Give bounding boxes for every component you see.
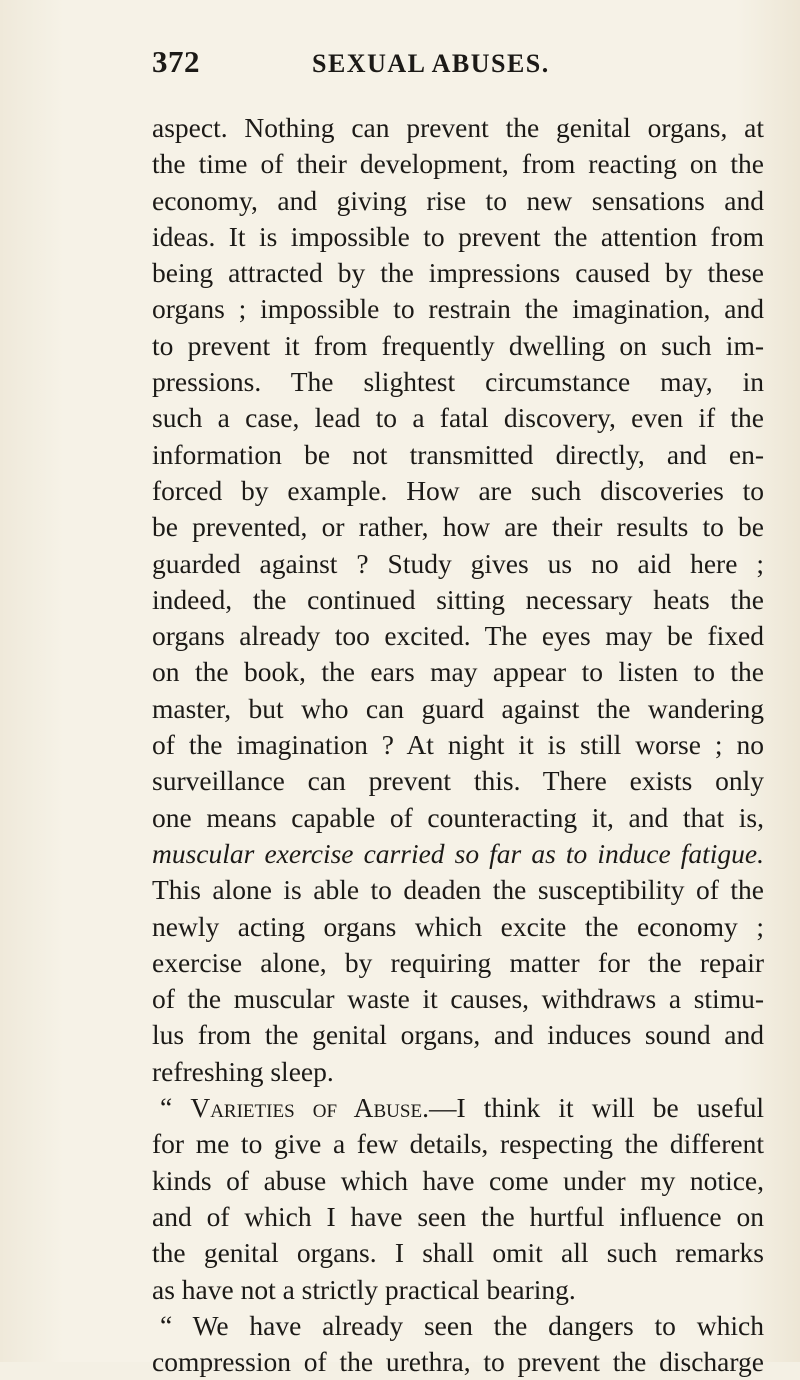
text-line: lus from the genital organs, and induces sound and — [152, 1019, 764, 1051]
text-line: guarded against ? Study gives us no aid here ; — [152, 547, 764, 579]
text-line: economy, and giving rise to new sensations and — [152, 184, 764, 216]
text-line: be prevented, or rather, how are their results to be — [152, 511, 764, 543]
text-line: information be not transmitted directly, and en- — [152, 438, 764, 470]
section-text: —I think it will be useful — [428, 1092, 764, 1124]
section-heading-line — [152, 1090, 764, 1126]
running-head: SEXUAL ABUSES. — [312, 49, 550, 78]
text-line: one means capable of counteracting it, and that is, — [152, 801, 764, 833]
text-line: and of which I have seen the hurtful influence on — [152, 1200, 764, 1232]
text-line: aspect. Nothing can prevent the genital organs, at — [152, 112, 764, 143]
text-line: for me to give a few details, respecting the different — [152, 1128, 764, 1160]
text-line: newly acting organs which excite the economy ; — [152, 910, 764, 942]
text-line: ideas. It is impossible to prevent the attention from — [152, 220, 764, 252]
text-line: being attracted by the impressions caused by these — [152, 257, 764, 289]
text-line: the genital organs. I shall omit all such remarks — [152, 1237, 764, 1269]
text-line: of the muscular waste it causes, withdraws a stimu- — [152, 983, 764, 1015]
text-line: organs already too excited. The eyes may be fixed — [152, 620, 764, 652]
page-header — [152, 44, 752, 84]
text-line: indeed, the continued sitting necessary heats the — [152, 583, 764, 615]
body-text — [152, 110, 764, 1380]
section-heading: Varieties of Abuse. — [190, 1092, 429, 1124]
text-line: organs ; impossible to restrain the imagination, and — [152, 293, 764, 325]
text-line: of the imagination ? At night it is still worse ; no — [152, 729, 764, 761]
text-line: on the book, the ears may appear to listen to the — [152, 656, 764, 688]
text-line: kinds of abuse which have come under my notice, — [152, 1164, 764, 1196]
open-quote: “ — [160, 1092, 191, 1124]
text-line: surveillance can prevent this. There exists only — [152, 765, 764, 797]
text-line: to prevent it from frequently dwelling on such im- — [152, 329, 764, 361]
text-line: This alone is able to deaden the susceptibility of the — [152, 874, 764, 906]
text-line-italic — [152, 836, 764, 872]
italic-emphasis: muscular exercise carried so far as to induce fatigue. — [152, 837, 764, 869]
text-line: master, but who can guard against the wandering — [152, 692, 764, 724]
paragraph-end-line: as have not a strictly practical bearing. — [152, 1273, 576, 1305]
text-line: compression of the urethra, to prevent the discharge — [152, 1346, 764, 1378]
text-line: such a case, lead to a fatal discovery, even if the — [152, 402, 764, 434]
paragraph-end-line: refreshing sleep. — [152, 1055, 334, 1087]
text-line: the time of their development, from reacting on the — [152, 148, 764, 180]
text-line: pressions. The slightest circumstance may, in — [152, 366, 764, 398]
page-number: 372 — [152, 44, 200, 79]
paragraph-start-line: “ We have already seen the dangers to which — [160, 1309, 764, 1341]
text-line: exercise alone, by requiring matter for the repair — [152, 946, 764, 978]
text-line: forced by example. How are such discoveries to — [152, 474, 764, 506]
